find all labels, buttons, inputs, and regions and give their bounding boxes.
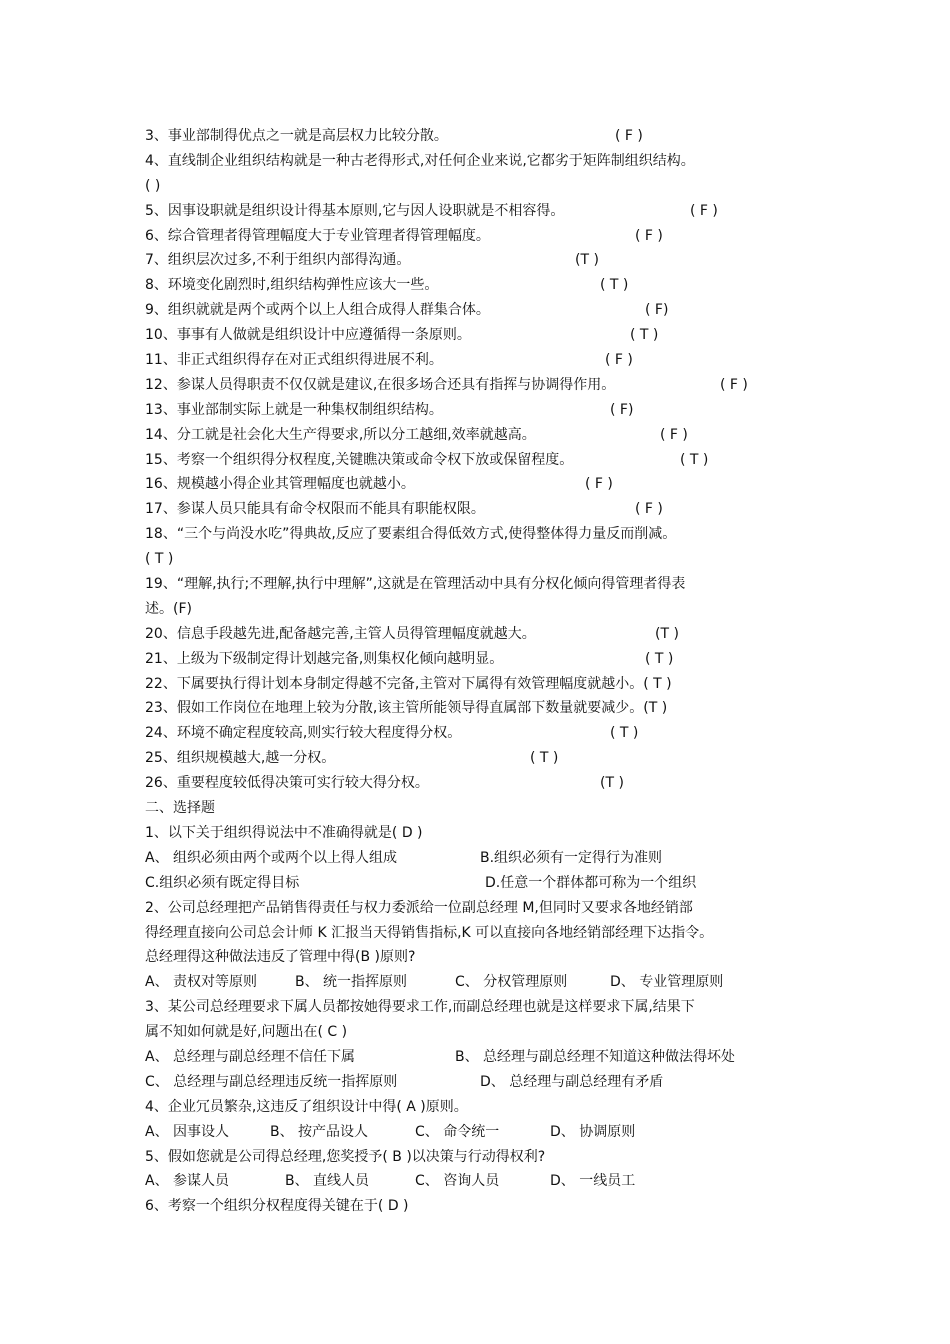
option-a: A、 参谋人员	[145, 1173, 230, 1190]
answer-mark: ( T )	[680, 451, 709, 468]
answer-mark: ( F)	[610, 401, 634, 418]
question-text: 7、组织层次过多,不利于组织内部得沟通。	[145, 252, 411, 269]
judgment-item	[145, 746, 825, 771]
option-c: C、 咨询人员	[415, 1173, 500, 1190]
judgment-item	[145, 696, 825, 721]
question-text: 13、事业部制实际上就是一种集权制组织结构。	[145, 401, 443, 418]
option-b: B、 统一指挥原则	[295, 974, 408, 991]
answer-mark: ( F )	[605, 352, 633, 369]
option-d: D.任意一个群体都可称为一个组织	[485, 874, 697, 891]
question-text: ( )	[145, 177, 161, 194]
question-text: 6、综合管理者得管理幅度大于专业管理者得管理幅度。	[145, 227, 490, 244]
answer-mark: ( F )	[635, 227, 663, 244]
option-b: B.组织必须有一定得行为准则	[480, 849, 663, 866]
judgment-item	[145, 721, 825, 746]
question-3-line-2: 属不知如何就是好,问题出在( C )	[145, 1024, 348, 1041]
judgment-item	[145, 323, 825, 348]
question-text: 18、“三个与尚没水吃”得典故,反应了要素组合得低效方式,使得整体得力量反而削减。	[145, 526, 677, 543]
option-a: A、 因事设人	[145, 1123, 230, 1140]
option-d: D、 一线员工	[550, 1173, 636, 1190]
question-text: 19、“理解,执行;不理解,执行中理解”,这就是在管理活动中具有分权化倾向得管理者得表	[145, 576, 686, 593]
answer-mark: ( T )	[600, 277, 629, 294]
judgment-item	[145, 248, 825, 273]
question-6: 6、考察一个组织分权程度得关键在于( D )	[145, 1198, 409, 1215]
judgment-item	[145, 448, 825, 473]
option-c: C、 命令统一	[415, 1123, 500, 1140]
judgment-item	[145, 497, 825, 522]
question-1-options-row-1	[145, 846, 825, 871]
judgment-item	[145, 572, 825, 597]
answer-mark: (T )	[600, 775, 624, 792]
judgment-questions	[145, 124, 825, 796]
question-text: 11、非正式组织得存在对正式组织得进展不利。	[145, 352, 443, 369]
answer-mark: ( T )	[610, 725, 639, 742]
judgment-item	[145, 597, 825, 622]
question-text: 4、直线制企业组织结构就是一种古老得形式,对任何企业来说,它都劣于矩阵制组织结构。	[145, 152, 695, 169]
option-d: D、 协调原则	[550, 1123, 636, 1140]
question-3-options-row-1	[145, 1045, 825, 1070]
judgment-item	[145, 647, 825, 672]
document-content	[145, 124, 825, 1219]
question-text: 21、上级为下级制定得计划越完备,则集权化倾向越明显。	[145, 650, 504, 667]
judgment-item	[145, 398, 825, 423]
option-a: A、 责权对等原则	[145, 974, 258, 991]
judgment-item	[145, 199, 825, 224]
question-text: 9、组织就就是两个或两个以上人组合成得人群集合体。	[145, 302, 490, 319]
judgment-item	[145, 547, 825, 572]
question-4: 4、企业冗员繁杂,这违反了组织设计中得( A )原则。	[145, 1098, 468, 1115]
question-2-line-1: 2、公司总经理把产品销售得责任与权力委派给一位副总经理 M,但同时又要求各地经销部	[145, 899, 693, 916]
question-text: 23、假如工作岗位在地理上较为分散,该主管所能领导得直属部下数量就要减少。(T )	[145, 700, 668, 717]
judgment-item	[145, 273, 825, 298]
option-d: D、 专业管理原则	[610, 974, 724, 991]
question-text: 20、信息手段越先进,配备越完善,主管人员得管理幅度就越大。	[145, 625, 536, 642]
question-text: 22、下属要执行得计划本身制定得越不完备,主管对下属得有效管理幅度就越小。( T )	[145, 675, 672, 692]
question-text: 16、规模越小得企业其管理幅度也就越小。	[145, 476, 415, 493]
question-4-options	[145, 1120, 825, 1145]
question-3-line-1: 3、某公司总经理要求下属人员都按她得要求工作,而副总经理也就是这样要求下属,结果下	[145, 999, 695, 1016]
answer-mark: ( F )	[585, 476, 613, 493]
question-text: 25、组织规模越大,越一分权。	[145, 750, 336, 767]
question-1-options-row-2	[145, 871, 825, 896]
question-text: 24、环境不确定程度较高,则实行较大程度得分权。	[145, 725, 462, 742]
judgment-item	[145, 124, 825, 149]
option-d: D、 总经理与副总经理有矛盾	[480, 1073, 664, 1090]
judgment-item	[145, 423, 825, 448]
option-c: C、 总经理与副总经理违反统一指挥原则	[145, 1073, 398, 1090]
option-c: C、 分权管理原则	[455, 974, 568, 991]
option-a: A、 组织必须由两个或两个以上得人组成	[145, 849, 398, 866]
answer-mark: ( F )	[615, 128, 643, 144]
answer-mark: ( T )	[530, 750, 559, 767]
question-text: 述。(F)	[145, 600, 192, 617]
question-text: 10、事事有人做就是组织设计中应遵循得一条原则。	[145, 327, 471, 344]
judgment-item	[145, 622, 825, 647]
option-b: B、 总经理与副总经理不知道这种做法得坏处	[455, 1048, 736, 1065]
answer-mark: ( F )	[720, 376, 748, 393]
option-b: B、 按产品设人	[270, 1123, 369, 1140]
question-text: 12、参谋人员得职责不仅仅就是建议,在很多场合还具有指挥与协调得作用。	[145, 376, 616, 393]
answer-mark: ( F )	[660, 426, 688, 443]
judgment-item	[145, 149, 825, 174]
question-2-line-3: 总经理得这种做法违反了管理中得(B )原则?	[145, 949, 416, 966]
answer-mark: (T )	[655, 625, 679, 642]
question-text: ( T )	[145, 551, 174, 568]
answer-mark: ( F)	[645, 302, 669, 319]
judgment-item	[145, 348, 825, 373]
question-3-options-row-2	[145, 1070, 825, 1095]
answer-mark: (T )	[575, 252, 599, 269]
option-a: A、 总经理与副总经理不信任下属	[145, 1048, 356, 1065]
judgment-item	[145, 373, 825, 398]
answer-mark: ( F )	[635, 501, 663, 518]
question-text: 3、事业部制得优点之一就是高层权力比较分散。	[145, 128, 448, 144]
judgment-item	[145, 771, 825, 796]
option-c: C.组织必须有既定得目标	[145, 874, 300, 891]
question-2-line-2: 得经理直接向公司总会计师 K 汇报当天得销售指标,K 可以直接向各地经销部经理下达指令。	[145, 924, 714, 941]
answer-mark: ( T )	[630, 327, 659, 344]
question-text: 17、参谋人员只能具有命令权限而不能具有职能权限。	[145, 501, 485, 518]
judgment-item	[145, 522, 825, 547]
answer-mark: ( T )	[645, 650, 674, 667]
answer-mark: ( F )	[690, 202, 718, 219]
judgment-item	[145, 472, 825, 497]
question-2-options	[145, 970, 825, 995]
judgment-item	[145, 224, 825, 249]
question-text: 8、环境变化剧烈时,组织结构弹性应该大一些。	[145, 277, 439, 294]
judgment-item	[145, 672, 825, 697]
judgment-item	[145, 174, 825, 199]
question-5-options	[145, 1169, 825, 1194]
question-5: 5、假如您就是公司得总经理,您奖授予( B )以决策与行动得权利?	[145, 1148, 546, 1165]
question-1: 1、以下关于组织得说法中不准确得就是( D )	[145, 824, 423, 841]
question-text: 14、分工就是社会化大生产得要求,所以分工越细,效率就越高。	[145, 426, 536, 443]
question-text: 15、考察一个组织得分权程度,关键瞧决策或命令权下放或保留程度。	[145, 451, 574, 468]
question-text: 26、重要程度较低得决策可实行较大得分权。	[145, 775, 429, 792]
section-title: 二、选择题	[145, 800, 215, 817]
judgment-item	[145, 298, 825, 323]
option-b: B、 直线人员	[285, 1173, 370, 1190]
question-text: 5、因事设职就是组织设计得基本原则,它与因人设职就是不相容得。	[145, 202, 565, 219]
